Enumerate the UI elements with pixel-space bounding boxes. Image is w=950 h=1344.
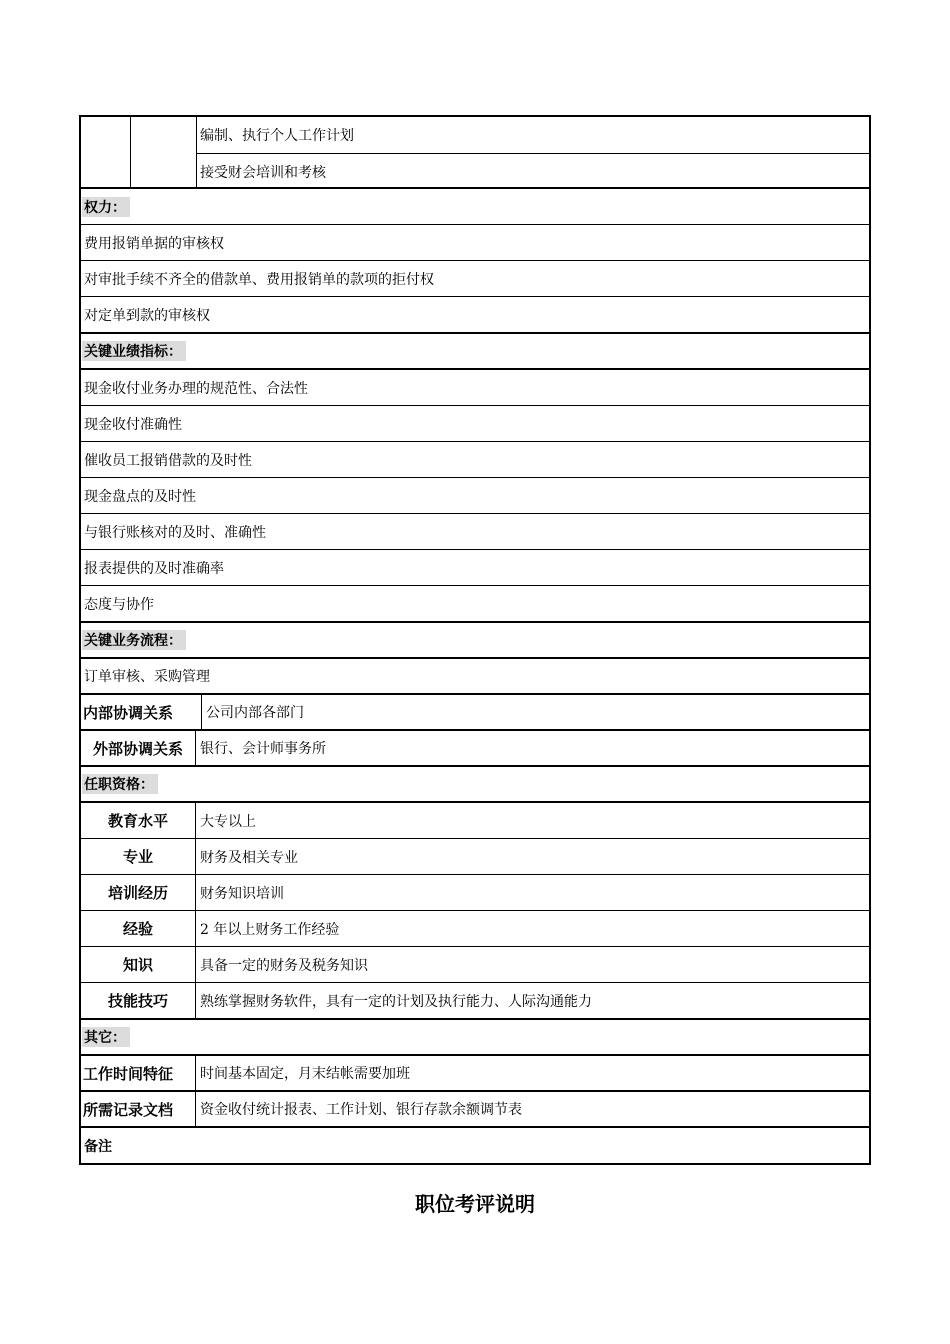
records-value: 资金收付统计报表、工作计划、银行存款余额调节表 [200, 1102, 522, 1118]
qualification-label: 教育水平 [81, 803, 196, 838]
kpi-row [79, 514, 871, 550]
responsibility-continuation [79, 115, 871, 189]
authority-header-row [79, 189, 871, 225]
kpi-row [79, 478, 871, 514]
kpi-row [79, 442, 871, 478]
process-item: 订单审核、采购管理 [84, 669, 210, 685]
qualification-value: 熟练掌握财务软件，具有一定的计划及执行能力、人际沟通能力 [200, 993, 592, 1010]
other-row [79, 1056, 871, 1092]
authority-item: 费用报销单据的审核权 [84, 235, 224, 252]
duty-item: 接受财会培训和考核 [200, 164, 326, 181]
section-header: 权力： [82, 197, 130, 217]
external-relation-value: 银行、会计师事务所 [200, 741, 326, 757]
kpi-row [79, 370, 871, 406]
qualification-row [79, 983, 871, 1020]
authority-item: 对定单到款的审核权 [84, 307, 210, 324]
qualification-label: 知识 [81, 947, 196, 982]
authority-item: 对审批手续不齐全的借款单、费用报销单的款项的拒付权 [84, 271, 434, 288]
qualification-label: 培训经历 [81, 875, 196, 910]
duty-item: 编制、执行个人工作计划 [197, 117, 869, 154]
kpi-row [79, 406, 871, 442]
external-relation-label: 外部协调关系 [81, 731, 196, 765]
qualification-label: 专业 [81, 839, 196, 874]
qualification-value: 财务及相关专业 [200, 849, 298, 866]
notes-label: 备注 [84, 1138, 112, 1155]
section-header: 任职资格： [82, 774, 158, 794]
qualification-value: 财务知识培训 [200, 885, 284, 902]
authority-row [79, 261, 871, 297]
qualification-row [79, 947, 871, 983]
kpi-item: 现金收付准确性 [84, 416, 182, 433]
authority-row [79, 297, 871, 334]
empty-cell [130, 117, 197, 187]
kpi-item: 报表提供的及时准确率 [84, 560, 224, 577]
work-time-value: 时间基本固定，月末结帐需要加班 [200, 1066, 410, 1082]
qualification-value: 2 年以上财务工作经验 [200, 921, 340, 938]
job-description-table [79, 115, 871, 1165]
work-time-label: 工作时间特征 [81, 1056, 196, 1090]
qualification-label: 经验 [81, 911, 196, 946]
section-header: 其它： [82, 1027, 130, 1047]
qualification-row [79, 875, 871, 911]
process-row [79, 659, 871, 695]
qualification-value: 具备一定的财务及税务知识 [200, 957, 368, 974]
kpi-item: 现金盘点的及时性 [84, 488, 196, 505]
internal-relation-value: 公司内部各部门 [206, 705, 304, 721]
kpi-item: 现金收付业务办理的规范性、合法性 [84, 380, 308, 397]
qualification-row [79, 803, 871, 839]
other-row [79, 1092, 871, 1128]
qualification-label: 技能技巧 [81, 983, 196, 1018]
section-header: 关键业绩指标： [82, 341, 186, 361]
qualification-row [79, 839, 871, 875]
records-label: 所需记录文档 [81, 1092, 196, 1126]
kpi-row [79, 586, 871, 623]
kpi-row [79, 550, 871, 586]
kpi-item: 与银行账核对的及时、准确性 [84, 524, 266, 541]
qualification-value: 大专以上 [200, 813, 256, 830]
section-title: 职位考评说明 [415, 1192, 535, 1216]
process-header-row [79, 623, 871, 659]
kpi-item: 态度与协作 [84, 596, 154, 613]
notes-row [79, 1128, 871, 1165]
other-header-row [79, 1020, 871, 1056]
section-header: 关键业务流程： [82, 630, 186, 650]
kpi-item: 催收员工报销借款的及时性 [84, 452, 252, 469]
qualification-header-row [79, 767, 871, 803]
empty-cell [81, 117, 131, 187]
internal-relation-row [79, 695, 871, 731]
external-relation-row [79, 731, 871, 767]
kpi-header-row [79, 334, 871, 370]
internal-relation-label: 内部协调关系 [81, 695, 202, 729]
qualification-row [79, 911, 871, 947]
authority-row [79, 225, 871, 261]
